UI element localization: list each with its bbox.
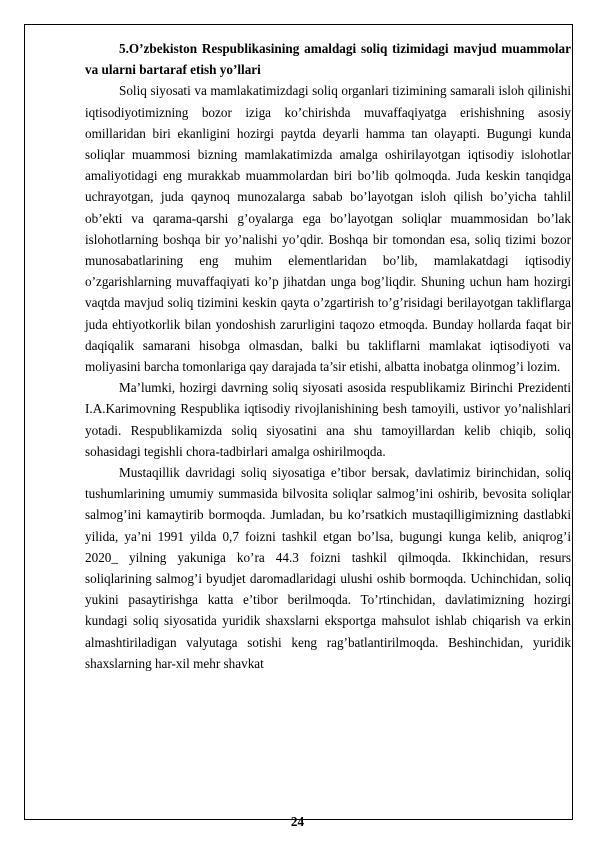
document-body [85,38,571,674]
paragraph-2: Ma’lumki, hozirgi davrning soliq siyosati asosida respublikamiz Birinchi Prezidenti I.A.Karimovning Respublika iqtisodiy rivojlanishining besh tamoyili, ustivor yo’nalishlari yotadi. Respublikamizda soliq siyosatini ana shu tamoyillardan kelib chiqib, soliq sohasidagi tegishli chora-tadbirlari amalga oshirilmoqda. [85,380,571,459]
page-number: 24 [290,814,305,829]
section-heading: 5.O’zbekiston Respublikasining amaldagi soliq tizimidagi mavjud muammolar va ularni bartaraf etish yo’llari [85,41,571,78]
paragraph-1: Soliq siyosati va mamlakatimizdagi soliq organlari tizimining samarali isloh qilinishi iqtisodiyotimizning bozor iziga ko’chirishda muvaffaqiyatga erishishning asosiy omillaridan biri ekanligini hozirgi paytda deyarli hamma tan olayapti. Bugungi kunda soliqlar muammosi bizning mamlakatimizda amalga oshirilayotgan iqtisodiy islohotlar amaliyotidagi eng murakkab muammolardan biri bo’lib qolmoqda. Juda keskin tanqidga uchrayotgan, juda qaynoq munozalarga sabab bo’layotgan isloh qilish bo’yicha tahlil ob’ekti va qarama-qarshi g’oyalarga ega bo’layotgan soliqlar muammosidan bo’lak islohotlarning boshqa bir yo’nalishi yo’qdir. Boshqa bir tomondan esa, soliq tizimi bozor munosabatlarining eng muhim elementlaridan bo’lib, mamlakatdagi iqtisodiy o’zgarishlarning muvaffaqiyati ko’p jihatdan unga bog’liqdir. Shuning uchun ham hozirgi vaqtda mavjud soliq tizimini keskin qayta o’zgartirish to’g’risidagi berilayotgan takliflarga juda ehtiyotkorlik bilan yondoshish zarurligini taqozo etmoqda. Bunday hollarda faqat bir daqiqalik samarani hisobga olmasdan, balki bu takliflarni mamlakat iqtisodiyoti va moliyasini barcha tomonlariga qay darajada ta’sir etishi, albatta inobatga olinmog’i lozim. [85,83,571,375]
paragraph-3: Mustaqillik davridagi soliq siyosatiga e’tibor bersak, davlatimiz birinchidan, soliq tushumlarining umumiy summasida bilvosita soliqlar salmog’ini oshirib, bevosita soliqlar salmog’ini kamaytirib bormoqda. Jumladan, bu ko’rsatkich mustaqilligimizning dastlabki yilida, ya’ni 1991 yilda 0,7 foizni tashkil etgan bo’lsa, bugungi kunga kelib, aniqrog’i 2020_ yilning yakuniga ko’ra 44.3 foizni tashkil qilmoqda. Ikkinchidan, resurs soliqlarining salmog’i byudjet daromadlaridagi ulushi oshib bormoqda. Uchinchidan, soliq yukini pasaytirishga katta e’tibor berilmoqda. To’rtinchidan, davlatimizning hozirgi kundagi soliq siyosatida yuridik shaxslarni eksportga mahsulot ishlab chiqarish va erkin almashtiriladigan valyutaga sotishi keng rag’batlantirilmoqda. Beshinchidan, yuridik shaxslarning har-xil mehr shavkat [85,465,571,671]
